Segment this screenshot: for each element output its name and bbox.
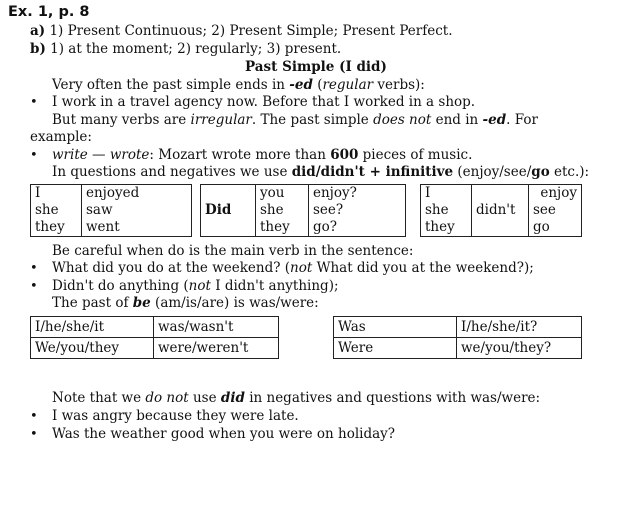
text: —: [87, 147, 110, 163]
bullet-text-6: Was the weather good when you were on holiday?: [52, 426, 396, 442]
text: does not: [373, 112, 432, 128]
text: wrote: [109, 147, 150, 163]
verb-cell: enjoyed: [82, 185, 192, 203]
answer-a: [30, 23, 453, 39]
bullet-icon: •: [30, 148, 38, 163]
text: (enjoy/see/: [453, 164, 532, 180]
bullet-icon: •: [30, 427, 38, 442]
verb-cell: were/weren't: [154, 338, 279, 359]
answer-a-text: 1) Present Continuous; 2) Present Simple; Present Perfect.: [49, 23, 453, 39]
verb-cell: go: [529, 219, 582, 237]
subject-cell: we/you/they?: [457, 338, 582, 359]
bullet-text-3: [52, 260, 534, 276]
was-were-table: [30, 316, 279, 359]
bullet-icon: •: [30, 261, 38, 276]
answer-a-label: a): [30, 23, 46, 39]
exercise-title: Ex. 1, p. 8: [8, 4, 90, 20]
text: . For: [506, 112, 538, 128]
section-title: Past Simple (I did): [245, 59, 387, 75]
text: write: [52, 147, 88, 163]
verb-cell: Were: [334, 338, 457, 359]
did-cell: Did: [201, 185, 256, 237]
bullet-icon: •: [30, 409, 38, 424]
subject-cell: they: [256, 219, 309, 237]
bullet-icon: •: [30, 279, 38, 294]
text: But many verbs are: [52, 112, 191, 128]
subject-cell: I/he/she/it?: [457, 317, 582, 338]
text: (: [312, 77, 323, 93]
text: not: [290, 260, 313, 276]
question-table: [200, 184, 406, 237]
verb-cell: was/wasn't: [154, 317, 279, 338]
verb-cell: enjoy?: [309, 185, 406, 203]
text: (am/is/are) is was/were:: [150, 295, 319, 311]
subject-cell: she: [421, 202, 472, 219]
text: not: [188, 278, 211, 294]
verb-cell: see: [529, 202, 582, 219]
text: verbs):: [373, 77, 425, 93]
text: The past of: [52, 295, 133, 311]
text: irregular: [190, 112, 252, 128]
text: : Mozart wrote more than: [149, 147, 331, 163]
verb-cell: go?: [309, 219, 406, 237]
subject-cell: she: [31, 202, 82, 219]
subject-cell: she: [256, 202, 309, 219]
text: What did you at the weekend?);: [312, 260, 534, 276]
subject-cell: I: [31, 185, 82, 203]
text: What did you do at the weekend? (: [52, 260, 291, 276]
text: I didn't anything);: [210, 278, 339, 294]
text: be: [132, 295, 151, 311]
verb-cell: Was: [334, 317, 457, 338]
text: end in: [431, 112, 483, 128]
answer-b-text: 1) at the moment; 2) regularly; 3) present.: [50, 41, 342, 57]
text: In questions and negatives we use: [52, 164, 292, 180]
subject-cell: they: [421, 219, 472, 237]
text: etc.):: [549, 164, 590, 180]
answer-b: [30, 41, 341, 57]
text: in negatives and questions with was/were:: [244, 390, 541, 406]
subject-cell: they: [31, 219, 82, 237]
bullet-text-4: [52, 278, 339, 294]
paragraph-example-word: example:: [30, 129, 92, 145]
text: -ed: [482, 112, 507, 128]
paragraph-past-of-be: [52, 295, 319, 311]
bullet-text-5: I was angry because they were late.: [52, 408, 299, 424]
text: 600: [330, 147, 359, 163]
bullet-icon: •: [30, 95, 38, 110]
text: did/didn't + infinitive: [291, 164, 454, 180]
text: Note that we: [52, 390, 146, 406]
paragraph-questions-negatives: [52, 164, 589, 180]
text: Didn't do anything (: [52, 278, 189, 294]
subject-cell: I/he/she/it: [31, 317, 154, 338]
text: . The past simple: [251, 112, 374, 128]
negative-table: [420, 184, 582, 237]
answer-b-label: b): [30, 41, 46, 57]
verb-cell: went: [82, 219, 192, 237]
text: use: [188, 390, 221, 406]
paragraph-irregular-verbs: [52, 112, 538, 128]
subject-cell: you: [256, 185, 309, 203]
text: -ed: [289, 77, 313, 93]
paragraph-regular-verbs: [52, 77, 425, 93]
text: regular: [322, 77, 374, 93]
subject-cell: We/you/they: [31, 338, 154, 359]
text: did: [220, 390, 245, 406]
paragraph-careful: Be careful when do is the main verb in the sentence:: [52, 243, 414, 259]
verb-cell: enjoy: [529, 185, 582, 203]
text: pieces of music.: [358, 147, 473, 163]
text: go: [531, 164, 550, 180]
text: do not: [145, 390, 189, 406]
verb-cell: see?: [309, 202, 406, 219]
was-were-question-table: [333, 316, 582, 359]
text: Very often the past simple ends in: [52, 77, 290, 93]
verb-cell: saw: [82, 202, 192, 219]
didnt-cell: didn't: [472, 185, 529, 237]
bullet-text-2: [52, 147, 472, 163]
bullet-text-1: I work in a travel agency now. Before that I worked in a shop.: [52, 94, 476, 110]
affirmative-table: [30, 184, 192, 237]
paragraph-note: [52, 390, 540, 406]
subject-cell: I: [421, 185, 472, 203]
